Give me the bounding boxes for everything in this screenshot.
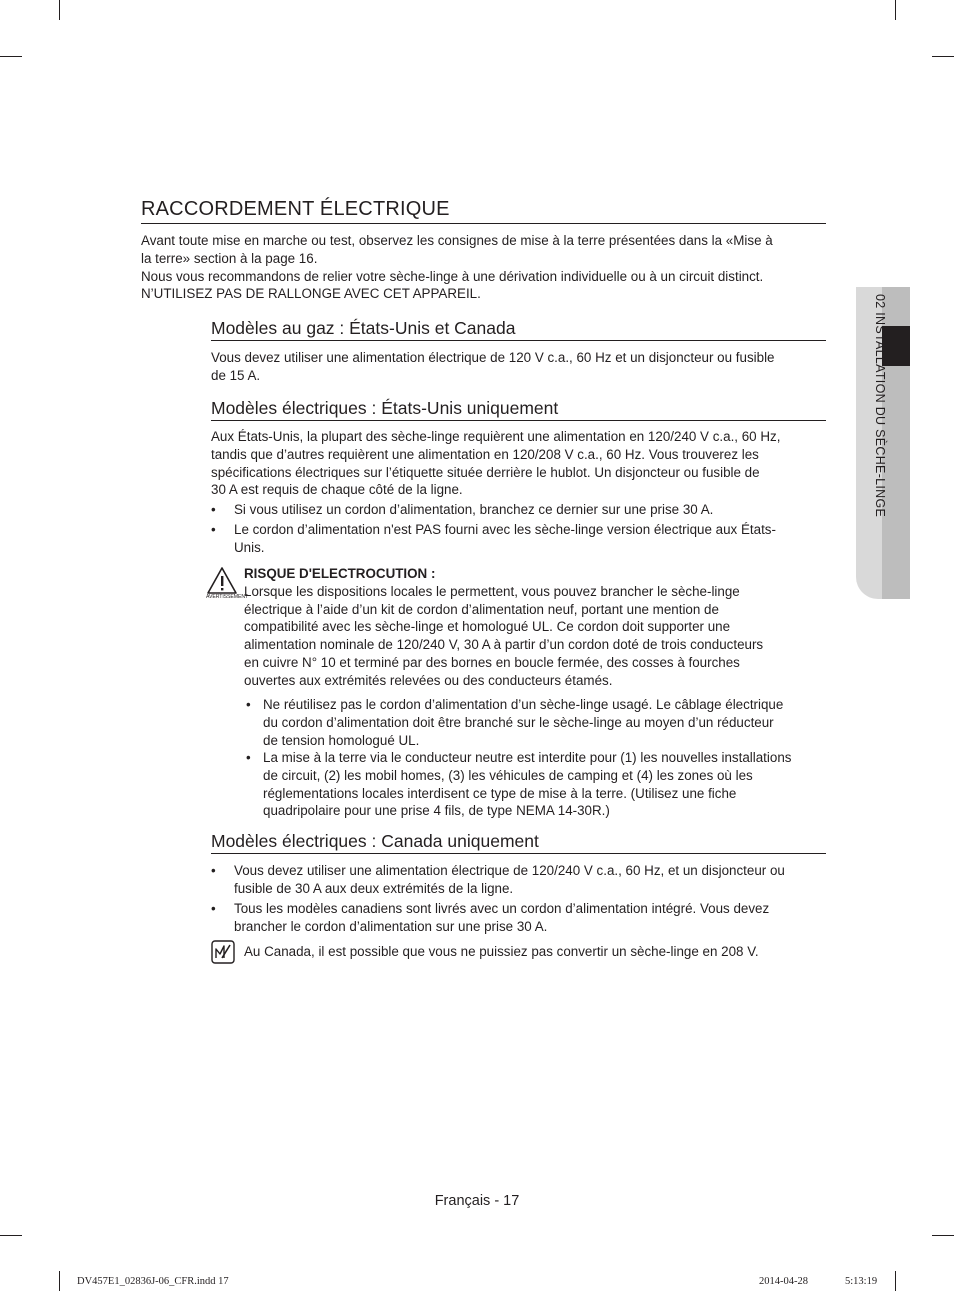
bullet: • <box>211 522 216 537</box>
crop-mark <box>59 1271 60 1291</box>
list-item-line: La mise à la terre via le conducteur neutre est interdite pour (1) les nouvelles installations <box>263 750 792 765</box>
list-item <box>211 862 831 898</box>
electric-us-line: spécifications électriques sur l’étiquette située derrière le hublot. Un disjoncteur ou fusible de <box>211 464 760 480</box>
list-item-text <box>234 862 831 898</box>
list-item-line: du cordon d’alimentation doit être branché sur le sèche-linge au moyen d’un réducteur <box>263 714 774 730</box>
warning-block <box>244 565 834 690</box>
warning-line: en cuivre N° 10 et terminé par des bornes en boucle fermée, des cosses à fourches <box>244 654 740 670</box>
electric-us-line: Aux États-Unis, la plupart des sèche-linge requièrent une alimentation en 120/240 V c.a., 60 Hz, <box>211 429 781 444</box>
warning-line: Lorsque les dispositions locales le permettent, vous pouvez brancher le sèche-linge <box>244 583 740 599</box>
list-item-text <box>234 900 831 936</box>
gas-line: de 15 A. <box>211 367 261 383</box>
list-item-line: de circuit, (2) les mobil homes, (3) les véhicules de camping et (4) les zones où les <box>263 767 753 783</box>
warning-icon-label: AVERTISSEMENT <box>206 594 249 600</box>
crop-mark <box>932 1235 954 1236</box>
list-item-text <box>263 696 830 749</box>
section-title: RACCORDEMENT ÉLECTRIQUE <box>141 198 826 224</box>
slug-time: 5:13:19 <box>845 1276 878 1287</box>
list-item-text <box>234 521 826 557</box>
bullet: • <box>211 901 216 916</box>
electric-us-line: 30 A est requis de chaque côté de la ligne. <box>211 482 463 498</box>
crop-mark <box>0 1235 22 1236</box>
intro-paragraph <box>141 232 831 303</box>
bullet: • <box>211 863 216 878</box>
list-item-line: quadripolaire pour une prise 4 fils, de type NEMA 14-30R.) <box>263 803 610 819</box>
gas-line: Vous devez utiliser une alimentation électrique de 120 V c.a., 60 Hz et un disjoncteur ou fusible <box>211 350 775 365</box>
warning-title: RISQUE D'ELECTROCUTION : <box>244 566 436 581</box>
list-item <box>240 696 830 750</box>
slug-file: DV457E1_02836J-06_CFR.indd 17 <box>77 1276 229 1287</box>
crop-mark <box>0 56 22 57</box>
warning-icon <box>203 566 249 602</box>
intro-line: Avant toute mise en marche ou test, observez les consignes de mise à la terre présentées dans la «Mise à <box>141 233 773 248</box>
electric-us-line: tandis que d’autres requièrent une alimentation en 120/208 V c.a., 60 Hz. Vous trouverez les <box>211 446 759 462</box>
list-item-text <box>263 749 830 820</box>
list-item-line: brancher le cordon d’alimentation sur une prise 30 A. <box>234 918 548 934</box>
warning-line: ouvertes aux extrémités relevées ou des conducteurs étamés. <box>244 672 613 688</box>
warning-line: alimentation nominale de 120/240 V, 30 A à partir d’un cordon doté de trois conducteurs <box>244 637 764 653</box>
list-item <box>211 521 826 557</box>
electric-ca-heading: Modèles électriques : Canada uniquement <box>211 831 826 854</box>
crop-mark <box>895 1271 896 1291</box>
intro-line: N’UTILISEZ PAS DE RALLONGE AVEC CET APPAREIL. <box>141 286 481 302</box>
list-item-line: de tension homologué UL. <box>263 732 420 748</box>
list-item-line: réglementations locales interdisent ce type de mise à la terre. (Utilisez une fiche <box>263 785 737 801</box>
crop-mark <box>59 0 60 20</box>
intro-line: Nous vous recommandons de relier votre sèche-linge à une dérivation individuelle ou à un circuit distinct. <box>141 268 764 284</box>
crop-mark <box>895 0 896 20</box>
warning-line: électrique à l’aide d’un kit de cordon d’alimentation neuf, portant une mention de <box>244 601 719 617</box>
intro-line: la terre» section à la page 16. <box>141 250 318 266</box>
list-item <box>211 501 826 519</box>
bullet: • <box>211 502 216 517</box>
slug-date: 2014-04-28 <box>759 1276 808 1287</box>
crop-mark <box>932 56 954 57</box>
warning-line: compatibilité avec les sèche-linge et homologué UL. Ce cordon doit supporter une <box>244 619 731 635</box>
electric-us-heading: Modèles électriques : États-Unis uniquement <box>211 398 826 421</box>
bullet: • <box>246 697 251 712</box>
note-text: Au Canada, il est possible que vous ne puissiez pas convertir un sèche-linge en 208 V. <box>244 944 759 959</box>
list-item-line: Le cordon d’alimentation n'est PAS fourni avec les sèche-linge version électrique aux États- <box>234 522 776 537</box>
page-number: Français - 17 <box>434 1193 520 1209</box>
gas-paragraph <box>211 349 826 385</box>
list-item <box>211 900 831 936</box>
bullet: • <box>246 750 251 765</box>
list-item-line: Tous les modèles canadiens sont livrés avec un cordon d’alimentation intégré. Vous devez <box>234 901 770 916</box>
list-item-line: Unis. <box>234 539 265 555</box>
list-item-text: Si vous utilisez un cordon d’alimentation, branchez ce dernier sur une prise 30 A. <box>234 502 714 517</box>
list-item-line: fusible de 30 A aux deux extrémités de la ligne. <box>234 880 514 896</box>
list-item-line: Vous devez utiliser une alimentation électrique de 120/240 V c.a., 60 Hz, et un disjoncteur ou <box>234 863 785 878</box>
list-item-line: Ne réutilisez pas le cordon d’alimentation d’un sèche-linge usagé. Le câblage électrique <box>263 697 784 712</box>
note-icon <box>211 940 235 964</box>
list-item <box>240 749 830 821</box>
gas-heading: Modèles au gaz : États-Unis et Canada <box>211 318 826 341</box>
chapter-tab-label: 02 INSTALLATION DU SÈCHE-LINGE <box>873 294 887 518</box>
electric-us-paragraph <box>211 428 826 499</box>
